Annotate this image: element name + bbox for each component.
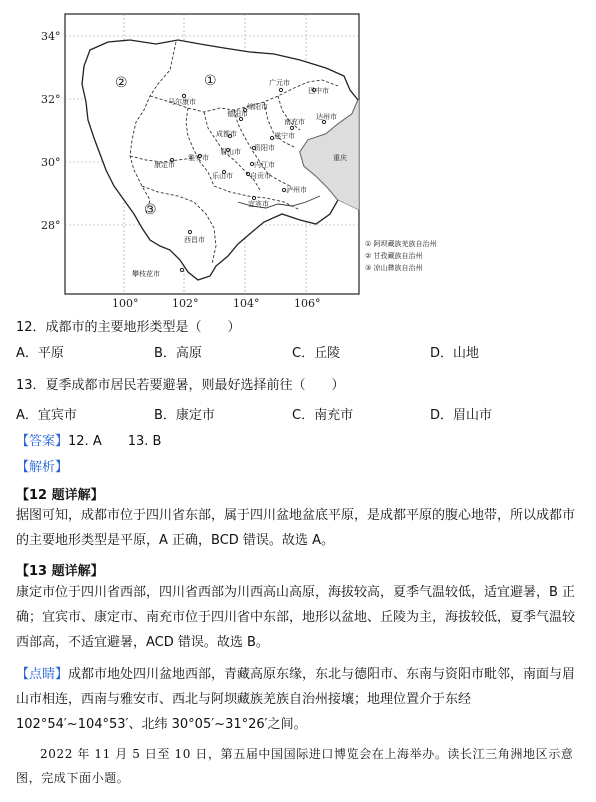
legend-item-3: ③ 凉山彝族自治州	[365, 264, 423, 272]
detail12-text: 据图可知，成都市位于四川省东部，属于四川盆地盆底平原，是成都平原的腹心地带，所以成都市的主要地形类型是平原，A 正确，BCD 错误。故选 A。	[16, 508, 576, 548]
q12-option-d: D．山地	[430, 346, 480, 361]
lat-label-32: 32°	[41, 93, 61, 106]
city-leshan: 乐山市	[212, 172, 233, 180]
legend-item-1: ① 阿坝藏族羌族自治州	[365, 240, 437, 248]
tip-paragraph	[16, 662, 576, 737]
label-chongqing: 重庆	[333, 154, 347, 162]
city-neijiang: 内江市	[254, 161, 275, 169]
city-deyang: 德阳市	[227, 110, 248, 118]
city-suining: 遂宁市	[274, 132, 295, 140]
q13-option-a: A．宜宾市	[16, 408, 77, 423]
next-question-intro: 2022 年 11 月 5 日至 10 日，第五届中国国际进口博览会在上海举办。读长江三角洲地区示意图，完成下面小题。	[16, 747, 574, 785]
city-ziyang: 资阳市	[254, 144, 275, 152]
city-mianyang: 绵阳市	[247, 103, 268, 111]
region-2-label: ②	[115, 75, 128, 91]
q13-option-d: D．眉山市	[430, 408, 493, 423]
detail12-title: 【12 题详解】	[16, 488, 104, 503]
city-nanchong: 南充市	[284, 118, 305, 126]
answer-tag: 【答案】	[16, 434, 69, 449]
q12-option-c: C．丘陵	[292, 346, 341, 361]
answer-line	[16, 430, 161, 449]
city-luzhou: 泸州市	[286, 186, 307, 194]
legend-item-2: ② 甘孜藏族自治州	[365, 252, 423, 260]
map-legend	[365, 239, 437, 272]
lon-label-102: 102°	[172, 297, 199, 310]
city-guangyuan: 广元市	[269, 79, 290, 87]
sichuan-map	[38, 10, 458, 310]
city-yaan: 雅安市	[188, 154, 209, 162]
region-1-label: ①	[204, 73, 217, 89]
city-meishan: 眉山市	[220, 148, 241, 156]
analysis-tag: 【解析】	[16, 460, 69, 475]
answer-text: 12. A 13. B	[68, 434, 162, 449]
sichuan-map-figure	[38, 10, 458, 310]
lon-label-106: 106°	[294, 297, 321, 310]
q13-stem: 13．夏季成都市居民若要避暑，则最好选择前往（ ）	[16, 378, 345, 393]
q12-option-b: B．高原	[154, 346, 202, 361]
tip-tag: 【点睛】	[16, 667, 69, 682]
city-chengdu: 成都市	[216, 130, 237, 138]
lon-label-104: 104°	[233, 297, 260, 310]
q12-option-a: A．平原	[16, 346, 64, 361]
q13-option-b: B．康定市	[154, 408, 215, 423]
city-dazhou: 达州市	[316, 113, 337, 121]
q12-stem: 12．成都市的主要地形类型是（ ）	[16, 320, 241, 335]
region-3-label: ③	[144, 202, 157, 218]
city-yibin: 宜宾市	[248, 200, 269, 208]
lat-label-34: 34°	[41, 30, 61, 43]
city-bazhong: 巴中市	[308, 87, 329, 95]
city-kangding: 康定市	[154, 161, 175, 169]
city-panzhihua: 攀枝花市	[132, 270, 160, 278]
lat-label-30: 30°	[41, 156, 61, 169]
city-zigong: 自贡市	[250, 172, 271, 180]
tip-text: 成都市地处四川盆地西部，青藏高原东缘，东北与德阳市、东南与资阳市毗邻，南面与眉山市相连，西南与雅安市、西北与阿坝藏族羌族自治州接壤；地理位置介于东经 102°54′~104°53′、北纬 30°05′~31°26′之间。	[16, 667, 576, 732]
detail13-text: 康定市位于四川省西部，四川省西部为川西高山高原，海拔较高，夏季气温较低，适宜避暑，B 正确；宜宾市、康定市、南充市位于四川省中东部，地形以盆地、丘陵为主，海拔较低，夏季气温较西部高，不适宜避暑，ACD 错误。故选 B。	[16, 585, 576, 650]
city-maerkang: 马尔康市	[168, 98, 196, 106]
q13-option-c: C．南充市	[292, 408, 354, 423]
detail13-title: 【13 题详解】	[16, 564, 104, 579]
analysis-line	[16, 456, 68, 475]
lat-label-28: 28°	[41, 219, 61, 232]
city-xichang: 西昌市	[184, 236, 205, 244]
lon-label-100: 100°	[112, 297, 139, 310]
